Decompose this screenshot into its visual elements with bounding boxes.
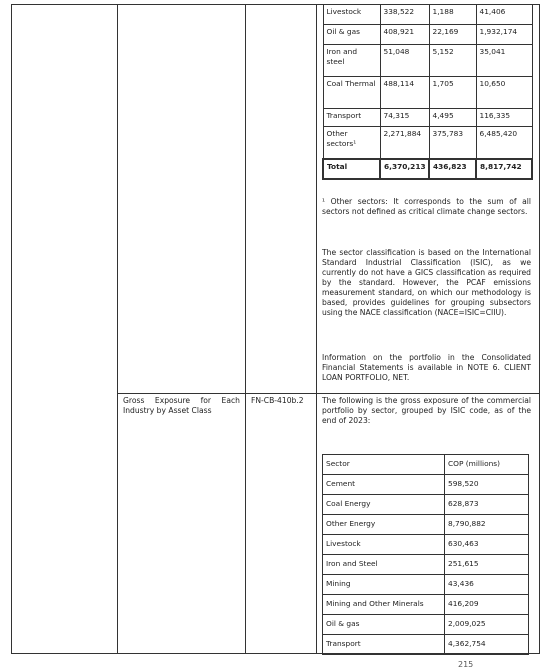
classification-note: The sector classification is based on the International Standard Industrial Classification (ISIC), as we currently do not have a GICS classification as required by the standard. However, the PCAF emissions measurement standard, on which our methodology is based, provides guidelines for grouping subsectors using the NACE classification (NACE=ISIC=CIIU).	[322, 248, 531, 318]
value-cell: 416,209	[445, 595, 529, 615]
value-cell: 5,152	[429, 45, 476, 77]
table-row	[323, 127, 532, 159]
row-divider	[117, 393, 540, 394]
value-cell: 1,188	[429, 5, 476, 25]
value-cell: 488,114	[380, 77, 429, 109]
value-cell: 375,783	[429, 127, 476, 159]
table-row	[323, 475, 529, 495]
other-sectors-footnote: ¹ Other sectors: It corresponds to the sum of all sectors not defined as critical climate change sectors.	[322, 197, 531, 217]
table-row	[323, 77, 532, 109]
sector-cell: Transport	[323, 635, 445, 655]
value-cell: 408,921	[380, 25, 429, 45]
sector-cell: Iron and Steel	[323, 555, 445, 575]
value-cell: 22,169	[429, 25, 476, 45]
sector-cell: Other Energy	[323, 515, 445, 535]
table-row	[323, 109, 532, 127]
sector-cell: Coal Thermal	[323, 77, 380, 109]
total-value-cell: 8,817,742	[476, 159, 532, 179]
sector-cell: Mining	[323, 575, 445, 595]
sector-cell: Coal Energy	[323, 495, 445, 515]
value-cell: 628,873	[445, 495, 529, 515]
sector-cell: Oil & gas	[323, 25, 380, 45]
value-cell: 1,932,174	[476, 25, 532, 45]
value-cell: 116,335	[476, 109, 532, 127]
value-cell: 6,485,420	[476, 127, 532, 159]
page-number: 215	[458, 660, 474, 669]
value-cell: 338,522	[380, 5, 429, 25]
value-cell: 10,650	[476, 77, 532, 109]
value-cell: 51,048	[380, 45, 429, 77]
value-cell: 35,041	[476, 45, 532, 77]
sector-cell: Other sectors¹	[323, 127, 380, 159]
value-cell: 43,436	[445, 575, 529, 595]
sector-cell: Transport	[323, 109, 380, 127]
sector-cell: Livestock	[323, 5, 380, 25]
total-row	[323, 159, 532, 179]
column-divider-3	[316, 4, 317, 654]
table-row	[323, 515, 529, 535]
emissions-by-sector-table	[322, 4, 533, 180]
total-label-cell: Total	[323, 159, 380, 179]
portfolio-info-note: Information on the portfolio in the Consolidated Financial Statements is available in NOTE 6. CLIENT LOAN PORTFOLIO, NET.	[322, 353, 531, 383]
table-row	[323, 615, 529, 635]
total-value-cell: 436,823	[429, 159, 476, 179]
metric-code: FN-CB-410b.2	[251, 396, 304, 405]
value-cell: 8,790,882	[445, 515, 529, 535]
sector-header: Sector	[323, 455, 445, 475]
sector-cell: Livestock	[323, 535, 445, 555]
table-row	[323, 45, 532, 77]
value-cell: 2,009,025	[445, 615, 529, 635]
table-row	[323, 575, 529, 595]
sector-cell: Iron and steel	[323, 45, 380, 77]
column-divider-1	[117, 4, 118, 654]
metric-name: Gross Exposure for Each Industry by Asset Class	[123, 396, 240, 416]
value-header: COP (millions)	[445, 455, 529, 475]
value-cell: 41,406	[476, 5, 532, 25]
value-cell: 4,495	[429, 109, 476, 127]
table-row	[323, 595, 529, 615]
sector-cell: Mining and Other Minerals	[323, 595, 445, 615]
sector-cell: Cement	[323, 475, 445, 495]
value-cell: 74,315	[380, 109, 429, 127]
value-cell: 598,520	[445, 475, 529, 495]
table-row	[323, 635, 529, 655]
exposure-intro: The following is the gross exposure of the commercial portfolio by sector, grouped by ISIC code, as of the end of 2023:	[322, 396, 531, 426]
value-cell: 251,615	[445, 555, 529, 575]
table-row	[323, 495, 529, 515]
sector-cell: Oil & gas	[323, 615, 445, 635]
value-cell: 1,705	[429, 77, 476, 109]
table-row	[323, 555, 529, 575]
column-divider-2	[245, 4, 246, 654]
table-row	[323, 25, 532, 45]
table-row	[323, 5, 532, 25]
value-cell: 2,271,884	[380, 127, 429, 159]
total-value-cell: 6,370,213	[380, 159, 429, 179]
table-row	[323, 535, 529, 555]
value-cell: 630,463	[445, 535, 529, 555]
value-cell: 4,362,754	[445, 635, 529, 655]
gross-exposure-table	[322, 454, 529, 655]
table-header-row	[323, 455, 529, 475]
